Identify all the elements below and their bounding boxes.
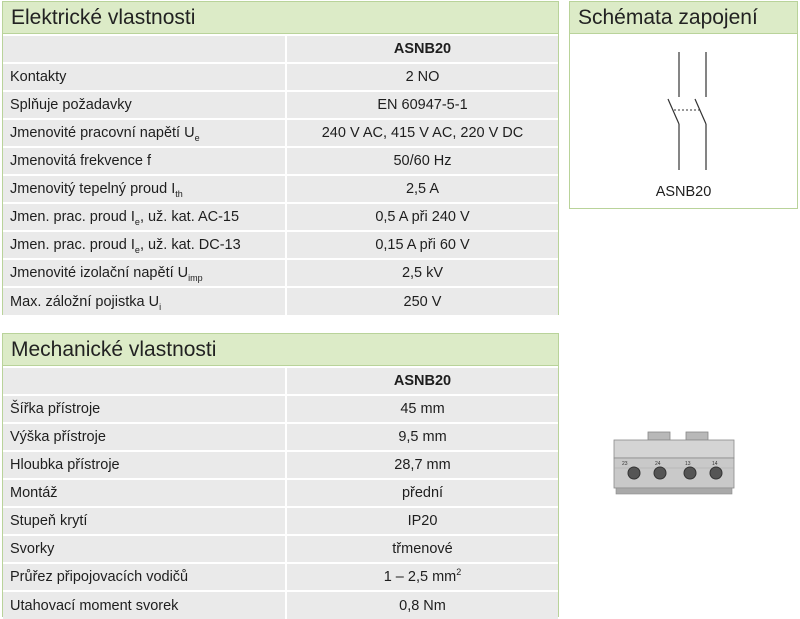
- table-row: [3, 423, 558, 451]
- value-text: 28,7 mm: [394, 457, 451, 473]
- label-text: Kontakty: [10, 69, 67, 85]
- property-label: [3, 259, 286, 287]
- table-row: [3, 259, 558, 287]
- wiring-diagram-caption: ASNB20: [655, 184, 712, 200]
- table-row: [3, 203, 558, 231]
- property-label: Stupeň krytí: [3, 507, 286, 535]
- property-value: 0,15 A při 60 V: [286, 231, 558, 259]
- property-value: 240 V AC, 415 V AC, 220 V DC: [286, 119, 558, 147]
- terminal-label: 13: [685, 461, 691, 467]
- property-label: [3, 63, 286, 91]
- label-text: Max. záložní pojistka U: [10, 293, 160, 310]
- property-label: Šířka přístroje: [3, 395, 286, 423]
- property-value: [286, 423, 558, 451]
- table-row: [3, 507, 558, 535]
- label-text: Jmen. prac. proud I: [10, 209, 135, 225]
- value-text: 0,8 Nm: [399, 597, 446, 614]
- value-text: 45 mm: [400, 401, 445, 417]
- electrical-properties-panel: [2, 1, 559, 315]
- table-row: [3, 147, 558, 175]
- table-row: [3, 231, 558, 259]
- property-value: 0,5 A při 240 V: [286, 203, 558, 231]
- mechanical-properties-title: Mechanické vlastnosti: [3, 334, 558, 366]
- property-value: 2 NO: [286, 63, 558, 91]
- property-label: Montáž: [3, 479, 286, 507]
- property-value: 2,5 A: [286, 175, 558, 203]
- electrical-properties-title: Elektrické vlastnosti: [3, 2, 558, 34]
- property-value: 50/60 Hz: [286, 147, 558, 175]
- table-row: [3, 91, 558, 119]
- property-label: Hloubka přístroje: [3, 451, 286, 479]
- table-header-row: [3, 35, 558, 63]
- value-text: přední: [401, 485, 444, 501]
- property-label: Utahovací moment svorek: [3, 591, 286, 619]
- table-row: [3, 479, 558, 507]
- table-row: [3, 535, 558, 563]
- property-value: [286, 507, 558, 535]
- property-value: EN 60947-5-1: [286, 91, 558, 119]
- electrical-properties-table: [3, 34, 558, 315]
- property-value: [286, 451, 558, 479]
- label-subscript: e: [194, 133, 200, 143]
- header-empty-cell: [3, 367, 286, 395]
- property-value: 2,5 kV: [286, 259, 558, 287]
- auxiliary-contact-block-image: [608, 428, 758, 508]
- property-label: Průřez připojovacích vodičů: [3, 563, 286, 591]
- property-label: Výška přístroje: [3, 423, 286, 451]
- table-row: [3, 591, 558, 619]
- label-text: Jmenovitá frekvence f: [10, 153, 152, 169]
- label-text-suffix: , už. kat. DC-13: [139, 237, 241, 253]
- property-label: Svorky: [3, 535, 286, 563]
- property-label: [3, 175, 286, 203]
- wiring-diagram-panel: [569, 1, 798, 209]
- value-text: IP20: [407, 513, 438, 529]
- label-subscript: imp: [188, 273, 203, 283]
- property-label: [3, 287, 286, 315]
- label-subscript: e: [134, 217, 140, 227]
- property-value: [286, 591, 558, 619]
- property-value: [286, 395, 558, 423]
- property-label: [3, 147, 286, 175]
- property-label: [3, 119, 286, 147]
- header-model-cell: ASNB20: [286, 35, 558, 63]
- table-row: [3, 119, 558, 147]
- value-text: 9,5 mm: [398, 429, 447, 445]
- label-text: Jmenovité izolační napětí U: [10, 265, 189, 281]
- label-text: Jmenovitý tepelný proud I: [10, 181, 176, 197]
- value-text: třmenové: [392, 541, 453, 557]
- property-label: [3, 91, 286, 119]
- property-label: [3, 203, 286, 231]
- mechanical-properties-panel: [2, 333, 559, 617]
- property-value: [286, 535, 558, 563]
- value-superscript: 2: [456, 567, 462, 577]
- property-label: [3, 231, 286, 259]
- table-row: [3, 63, 558, 91]
- table-row: [3, 175, 558, 203]
- label-subscript: th: [175, 189, 183, 199]
- label-text-suffix: , už. kat. AC-15: [139, 209, 240, 225]
- property-value: [286, 563, 558, 591]
- table-row: [3, 287, 558, 315]
- value-text: 1 – 2,5 mm: [383, 569, 457, 585]
- mechanical-properties-table: [3, 366, 558, 619]
- header-model-cell: ASNB20: [286, 367, 558, 395]
- terminal-label: 23: [622, 461, 628, 467]
- label-subscript: e: [134, 245, 140, 255]
- table-header-row: [3, 367, 558, 395]
- table-row: [3, 395, 558, 423]
- label-subscript: i: [159, 301, 162, 312]
- table-row: [3, 563, 558, 591]
- wiring-diagram-title: Schémata zapojení: [570, 2, 797, 34]
- wiring-diagram-symbol: [570, 42, 797, 172]
- property-value: 250 V: [286, 287, 558, 315]
- header-empty-cell: [3, 35, 286, 63]
- label-text: Splňuje požadavky: [10, 97, 132, 113]
- table-row: [3, 451, 558, 479]
- property-value: [286, 479, 558, 507]
- label-text: Jmenovité pracovní napětí U: [10, 125, 195, 141]
- label-text: Jmen. prac. proud I: [10, 237, 135, 253]
- terminal-label: 14: [712, 461, 718, 467]
- terminal-label: 24: [655, 461, 661, 467]
